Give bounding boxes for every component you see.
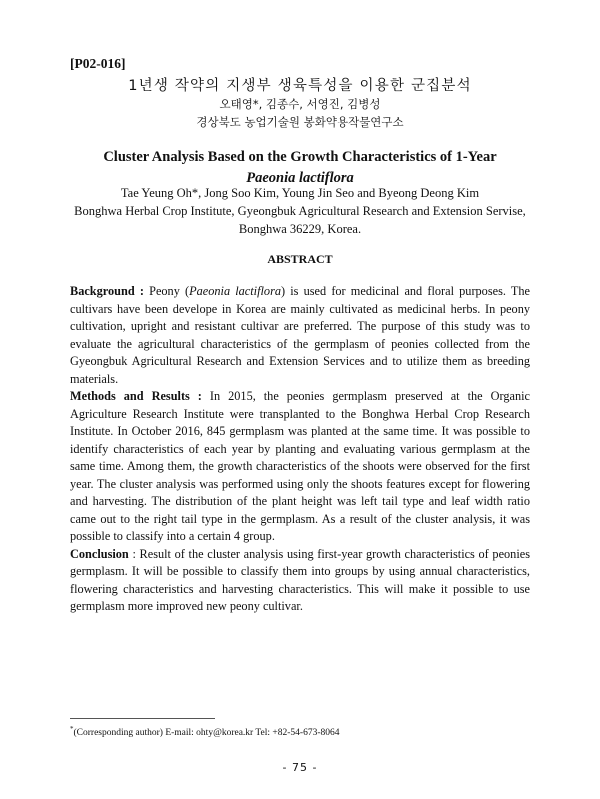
english-title-species: Paeonia lactiflora xyxy=(246,170,354,186)
footnote xyxy=(70,725,340,738)
abstract-heading: ABSTRACT xyxy=(267,252,333,266)
footnote-text: (Corresponding author) E-mail: ohty@korea.kr Tel: +82-54-673-8064 xyxy=(73,728,340,739)
conclusion-paragraph xyxy=(70,546,530,616)
english-authors: Tae Yeung Oh*, Jong Soo Kim, Young Jin Seo and Byeong Deong Kim xyxy=(120,186,480,200)
background-paragraph xyxy=(70,283,530,388)
background-text-1: Peony ( xyxy=(143,284,190,298)
footnote-marker: * xyxy=(70,725,74,733)
english-title xyxy=(80,147,520,189)
methods-label: Methods and Results : xyxy=(70,389,202,403)
english-title-text: Cluster Analysis Based on the Growth Characteristics of 1-Year xyxy=(103,149,497,165)
background-label: Background : xyxy=(70,284,144,298)
footnote-divider xyxy=(70,718,215,719)
page-number: - 75 - xyxy=(282,761,318,774)
methods-text: In 2015, the peonies germplasm preserved at the Organic Agriculture Research Institute were transplanted to the Bonghwa Herbal Crop Research Institute. In October 2016, 845 germplasm was planted at the same time. It was possible to identify characteristics of each year by planting and evaluating various germplasm at the same time. Among them, the growth characteristics of the shoots were observed for the first year. The cluster analysis was performed using only the shoots features except for flowering and harvesting. The distribution of the plant height was left tail type and leaf width ratio came out to the right tail type in the germplasm. As a result of the cluster analysis, it was possible to classify into a certain 4 group. xyxy=(70,389,530,543)
background-text-2: ) is used for medicinal and floral purposes. The cultivars have been develope in Korea are mainly cultivated as medicinal herbs. In peony cultivation, upright and resistant cultivar are preferred. The purpose of this study was to evaluate the agricultural characteristics of the germplasm of peonies collected from the Gyeongbuk Agricultural Research and Extension Services and to utilize them as breeding materials. xyxy=(70,284,530,386)
conclusion-text: : Result of the cluster analysis using first-year growth characteristics of peonies germplasm. It will be possible to classify them into groups by using annual characteristics, flowering characteristics and harvesting characteristics. This will make it possible to use germplasm more improved new peony cultivar. xyxy=(70,546,530,613)
english-affiliation: Bonghwa Herbal Crop Institute, Gyeongbuk Agricultural Research and Extension Servise, Bonghwa 36229, Korea. xyxy=(74,204,526,236)
methods-paragraph xyxy=(70,388,530,546)
korean-affiliation: 경상북도 농업기술원 봉화약용작물연구소 xyxy=(196,115,404,129)
conclusion-label: Conclusion xyxy=(70,546,129,561)
korean-authors: 오태영*, 김종수, 서영진, 김병성 xyxy=(219,97,381,111)
abstract-body xyxy=(70,283,530,616)
poster-code: [P02-016] xyxy=(70,56,126,71)
korean-title: 1년생 작약의 지생부 생육특성을 이용한 군집분석 xyxy=(128,78,472,94)
background-species: Paeonia lactiflora xyxy=(189,284,282,298)
